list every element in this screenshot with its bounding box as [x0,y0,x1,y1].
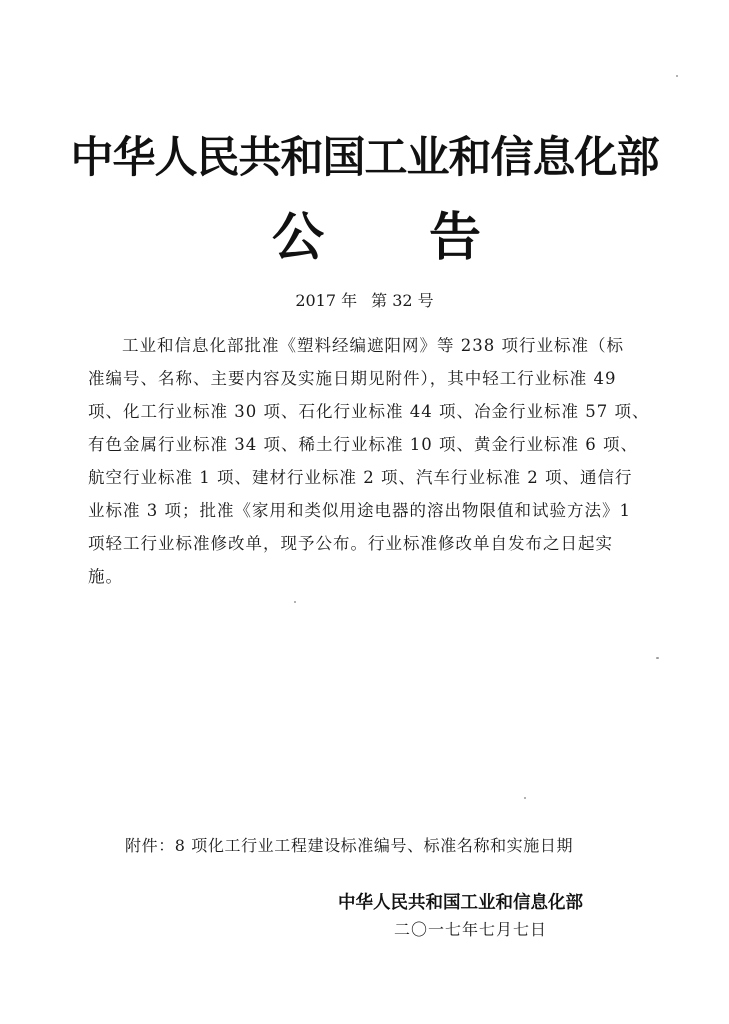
body-line: 有色金属行业标准 34 项、稀土行业标准 10 项、黄金行业标准 6 项、 [88,435,638,454]
document-issue-number: 第 32 号 [371,291,434,310]
notice-body [88,329,660,593]
body-line: 工业和信息化部批准《塑料经编遮阳网》等 238 项行业标准（标 [122,336,624,355]
body-line: 业标准 3 项；批准《家用和类似用途电器的溶出物限值和试验方法》1 [88,501,631,520]
scan-speck [656,657,659,659]
signature-date: 二〇一七年七月七日 [394,920,548,939]
notice-title-char-1: 公 [271,207,324,268]
notice-title-char-2: 告 [428,207,481,268]
signature-issuer: 中华人民共和国工业和信息化部 [338,893,583,913]
document-number [0,288,729,314]
attachment-note: 附件：8 项化工行业工程建设标准编号、标准名称和实施日期 [125,836,574,855]
ministry-title: 中华人民共和国工业和信息化部 [70,133,659,183]
body-line: 航空行业标准 1 项、建材行业标准 2 项、汽车行业标准 2 项、通信行 [88,468,633,487]
scan-speck [676,75,678,77]
body-line: 准编号、名称、主要内容及实施日期见附件），其中轻工行业标准 49 [88,369,617,388]
notice-title [0,206,729,270]
scan-speck [524,797,526,799]
body-line: 项、化工行业标准 30 项、石化行业标准 44 项、冶金行业标准 57 项、 [88,402,650,421]
body-line: 项轻工行业标准修改单，现予公布。行业标准修改单自发布之日起实 [88,534,613,553]
body-line: 施。 [88,567,123,586]
document-year: 2017 年 [295,291,358,310]
scan-speck [294,601,296,603]
